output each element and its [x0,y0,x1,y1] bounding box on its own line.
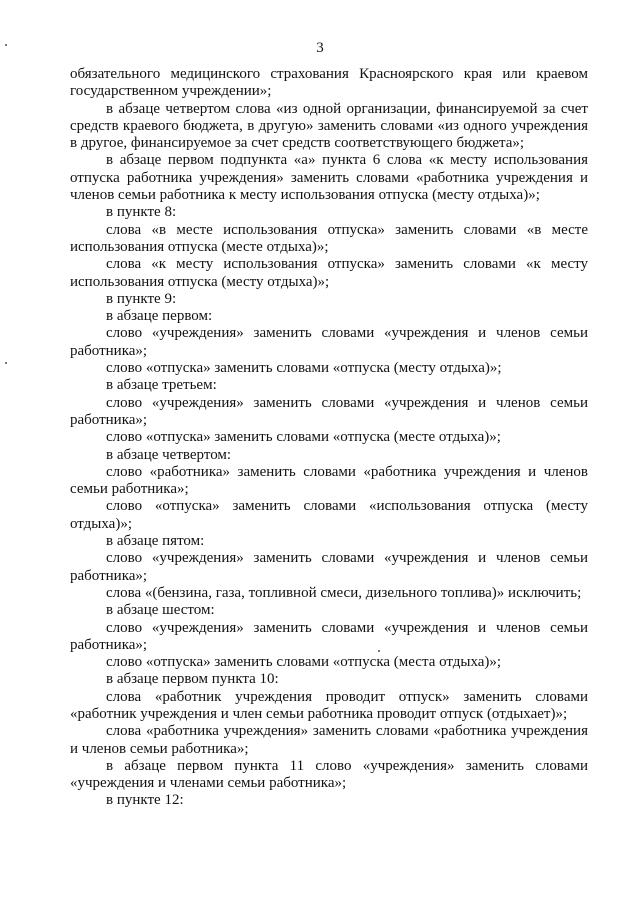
scan-speck [5,44,7,46]
paragraph: слово «отпуска» заменить словами «использования отпуска (месту отдыха)»; [70,498,588,532]
paragraph: в абзаце первом подпункта «а» пункта 6 слова «к месту использования отпуска работника учреждения» заменить словами «работника учреждения и членов семьи работника к месту использования отпуска (месту отдыха)»; [70,152,588,204]
paragraph: слово «работника» заменить словами «работника учреждения и членов семьи работника»; [70,463,588,498]
paragraph: слова «в месте использования отпуска» заменить словами «в месте использования отпуска (месте отдыха)»; [70,221,588,255]
paragraph: в абзаце третьем: [106,377,217,394]
paragraph: в абзаце четвертом слова «из одной организации, финансируемой за счет средств краевого бюджета, в другую» заменить словами «из одного учреждения в другое, финансируемое за счет средств соответствующего бюджета»; [70,100,588,152]
paragraph: слово «учреждения» заменить словами «учреждения и членов семьи работника»; [70,550,588,584]
paragraph: слова «к месту использования отпуска» заменить словами «к месту использования отпуска (месту отдыха)»; [70,256,588,290]
page-number: 3 [316,40,324,56]
paragraph: в абзаце первом пункта 11 слово «учреждения» заменить словами «учреждения и членами семьи работника»; [70,757,588,792]
paragraph: в абзаце первом: [106,308,213,325]
scan-speck [5,362,7,364]
paragraph: слово «учреждения» заменить словами «учреждения и членов семьи работника»; [70,394,588,428]
paragraph: слово «учреждения» заменить словами «учреждения и членов семьи работника»; [70,325,588,359]
paragraph: слово «отпуска» заменить словами «отпуска (месте отдыха)»; [106,429,501,446]
paragraph: обязательного медицинского страхования Красноярского края или краевом государственном учреждении»; [70,66,588,100]
paragraph: в абзаце четвертом: [106,446,232,463]
paragraph: в абзаце первом пункта 10: [106,671,279,688]
paragraph: слово «учреждения» заменить словами «учреждения и членов семьи работника»; [70,619,588,653]
paragraph: в пункте 9: [106,290,177,307]
scan-speck [378,650,380,652]
document-body [70,66,588,810]
paragraph: в абзаце шестом: [106,602,215,619]
paragraph: слова «работник учреждения проводит отпуск» заменить словами «работник учреждения и член семьи работника проводит отпуск (отдыхает)»; [70,688,588,722]
paragraph: слова «работника учреждения» заменить словами «работника учреждения и членов семьи работника»; [70,723,588,757]
paragraph: слово «отпуска» заменить словами «отпуска (места отдыха)»; [106,654,502,671]
paragraph: в пункте 8: [106,204,177,221]
paragraph: в абзаце пятом: [106,533,205,550]
paragraph: в пункте 12: [106,792,184,809]
paragraph: слово «отпуска» заменить словами «отпуска (месту отдыха)»; [106,360,502,377]
paragraph: слова «(бензина, газа, топливной смеси, дизельного топлива)» исключить; [106,584,582,601]
